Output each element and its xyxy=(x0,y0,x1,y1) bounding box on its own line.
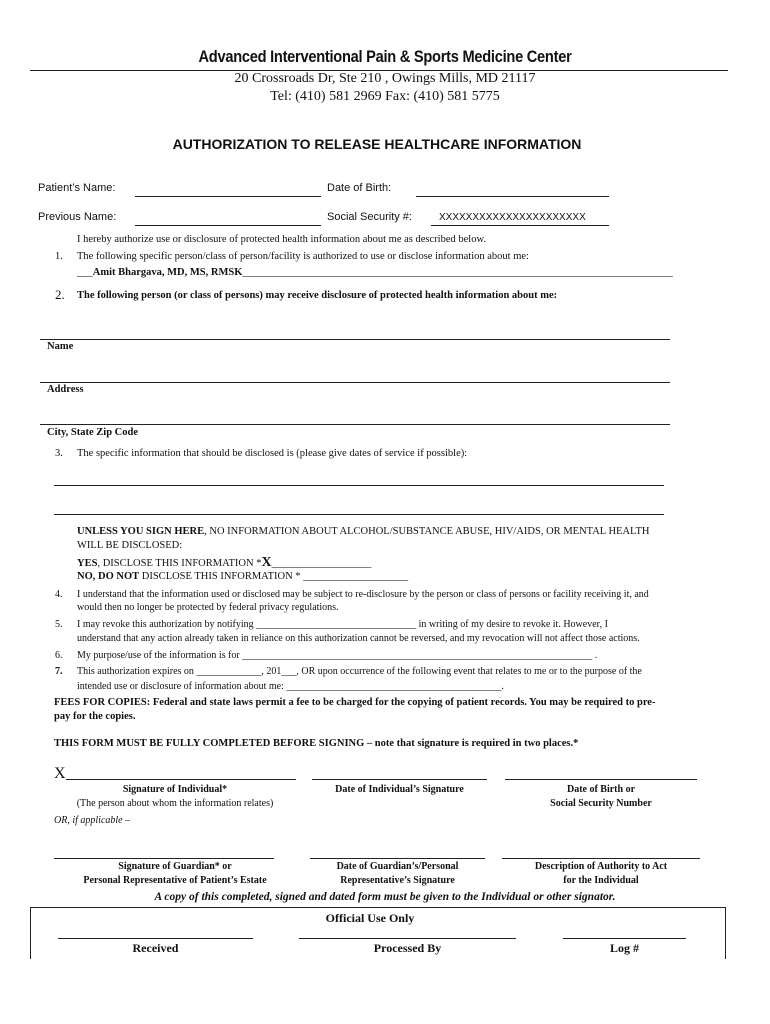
recipient-city-label: City, State Zip Code xyxy=(47,427,139,438)
yes-blank: ___________________ xyxy=(271,558,372,569)
item1-value-prefix: ___ xyxy=(77,267,93,278)
previous-name-field[interactable] xyxy=(135,225,321,226)
intro-text: I hereby authorize use or disclosure of protected health information about me as described below. xyxy=(77,234,486,245)
recipient-address-label: Address xyxy=(47,384,84,395)
item3-number: 3. xyxy=(55,448,63,459)
guardian-date-field[interactable] xyxy=(310,858,485,859)
ssn-value: XXXXXXXXXXXXXXXXXXXXXX xyxy=(439,212,586,223)
sig-individual-sub: (The person about whom the information relates) xyxy=(76,798,274,809)
item4-number: 4. xyxy=(55,589,63,600)
unless-line1 xyxy=(77,526,649,537)
authorized-provider: Amit Bhargava, MD, MS, RMSK xyxy=(92,267,243,278)
individual-dob-ssn-field[interactable] xyxy=(505,779,697,780)
authority-description-field[interactable] xyxy=(502,858,700,859)
unless-line2: WILL BE DISCLOSED: xyxy=(77,540,183,551)
yes-bold: YES xyxy=(77,558,98,569)
sig-individual-label: Signature of Individual* xyxy=(122,784,228,795)
authority-line1: Description of Authority to Act xyxy=(534,861,668,872)
dob-field[interactable] xyxy=(416,196,609,197)
no-bold: NO, DO NOT xyxy=(77,571,140,582)
item2-text: The following person (or class of persons) may receive disclosure of protected health information about me: xyxy=(77,290,558,301)
must-complete-notice: THIS FORM MUST BE FULLY COMPLETED BEFORE SIGNING – note that signature is required in two places.* xyxy=(54,738,579,749)
item5-line1: I may revoke this authorization by notifying ________________________________ in writing of my desire to revoke it. However, I xyxy=(77,619,608,630)
item1-number: 1. xyxy=(55,251,63,262)
signature-x-mark: X xyxy=(54,765,66,782)
item4-line1: I understand that the information used or disclosed may be subject to re-disclosure by the person or class of persons or facility receiving it, and xyxy=(77,589,649,600)
item5-line2: understand that any action already taken in reliance on this authorization cannot be reversed, and my revocation will not affect those actions. xyxy=(77,633,640,644)
item1-value-line xyxy=(77,267,673,278)
item7-line1: This authorization expires on _____________, 201___, OR upon occurrence of the following event that relates to me or to the purpose of the xyxy=(77,666,642,677)
item1-value-suffix: __________________________________________________________________________________ xyxy=(242,267,673,278)
individual-signature-field[interactable] xyxy=(66,779,296,780)
item6-number: 6. xyxy=(55,650,63,661)
guardian-signature-field[interactable] xyxy=(54,858,274,859)
yes-text: , DISCLOSE THIS INFORMATION * xyxy=(97,558,262,569)
received-label: Received xyxy=(132,941,179,955)
date-guardian-line1: Date of Guardian’s/Personal xyxy=(336,861,459,872)
date-individual-label: Date of Individual’s Signature xyxy=(335,784,464,795)
dob-label: Date of Birth: xyxy=(327,182,392,194)
item7-line2: intended use or disclosure of information about me: ___________________________________________. xyxy=(77,681,504,692)
guardian-label-line1: Signature of Guardian* or xyxy=(118,861,232,872)
disclosure-info-field-2[interactable] xyxy=(54,514,664,515)
fees-line1: FEES FOR COPIES: Federal and state laws permit a fee to be charged for the copying of patient records. You may be required to pre- xyxy=(54,697,656,708)
unless-bold: UNLESS YOU SIGN HERE xyxy=(77,526,205,537)
yes-mark: X xyxy=(261,555,272,570)
unless-rest: , NO INFORMATION ABOUT ALCOHOL/SUBSTANCE ABUSE, HIV/AIDS, OR MENTAL HEALTH xyxy=(204,526,650,537)
no-text: DISCLOSE THIS INFORMATION * ____________________ xyxy=(139,571,409,582)
recipient-address-field[interactable] xyxy=(40,382,670,383)
item2-number: 2. xyxy=(55,287,65,302)
item5-number: 5. xyxy=(55,619,63,630)
authority-line2: for the Individual xyxy=(563,875,639,886)
recipient-city-field[interactable] xyxy=(40,424,670,425)
log-number-label: Log # xyxy=(609,941,639,955)
dob-label-line2: Social Security Number xyxy=(550,798,652,809)
copy-notice: A copy of this completed, signed and dated form must be given to the Individual or other signator. xyxy=(154,891,616,903)
guardian-label-line2: Personal Representative of Patient’s Estate xyxy=(83,875,267,886)
org-contact: Tel: (410) 581 2969 Fax: (410) 581 5775 xyxy=(270,89,500,104)
patient-name-field[interactable] xyxy=(135,196,321,197)
form-title: AUTHORIZATION TO RELEASE HEALTHCARE INFORMATION xyxy=(172,136,582,152)
or-if-applicable: OR, if applicable – xyxy=(54,815,131,826)
individual-date-field[interactable] xyxy=(312,779,487,780)
org-address: 20 Crossroads Dr, Ste 210 , Owings Mills, MD 21117 xyxy=(234,71,536,86)
item1-text: The following specific person/class of person/facility is authorized to use or disclose information about me: xyxy=(77,251,529,262)
no-disclose-line[interactable] xyxy=(77,571,408,582)
item6-text: My purpose/use of the information is for ______________________________________________________________________ . xyxy=(77,650,598,661)
item3-text: The specific information that should be disclosed is (please give dates of service if possible): xyxy=(77,448,468,459)
item7-number: 7. xyxy=(55,666,63,677)
ssn-field[interactable] xyxy=(431,225,609,226)
fees-line2: pay for the copies. xyxy=(54,711,136,722)
disclosure-info-field-1[interactable] xyxy=(54,485,664,486)
previous-name-label: Previous Name: xyxy=(38,211,117,223)
processed-by-label: Processed By xyxy=(373,941,442,955)
processed-by-field[interactable] xyxy=(299,938,516,939)
log-number-field[interactable] xyxy=(563,938,686,939)
recipient-name-field[interactable] xyxy=(40,339,670,340)
date-guardian-line2: Representative’s Signature xyxy=(340,875,455,886)
dob-label-line1: Date of Birth or xyxy=(566,784,636,795)
recipient-name-label: Name xyxy=(47,341,74,352)
patient-name-label: Patient’s Name: xyxy=(38,182,116,194)
yes-disclose-line[interactable] xyxy=(77,555,371,571)
ssn-label: Social Security #: xyxy=(327,211,412,223)
official-use-title: Official Use Only xyxy=(325,911,415,925)
received-field[interactable] xyxy=(58,938,253,939)
item4-line2: would then no longer be protected by federal privacy regulations. xyxy=(77,602,339,613)
org-name: Advanced Interventional Pain & Sports Medicine Center xyxy=(198,47,572,66)
